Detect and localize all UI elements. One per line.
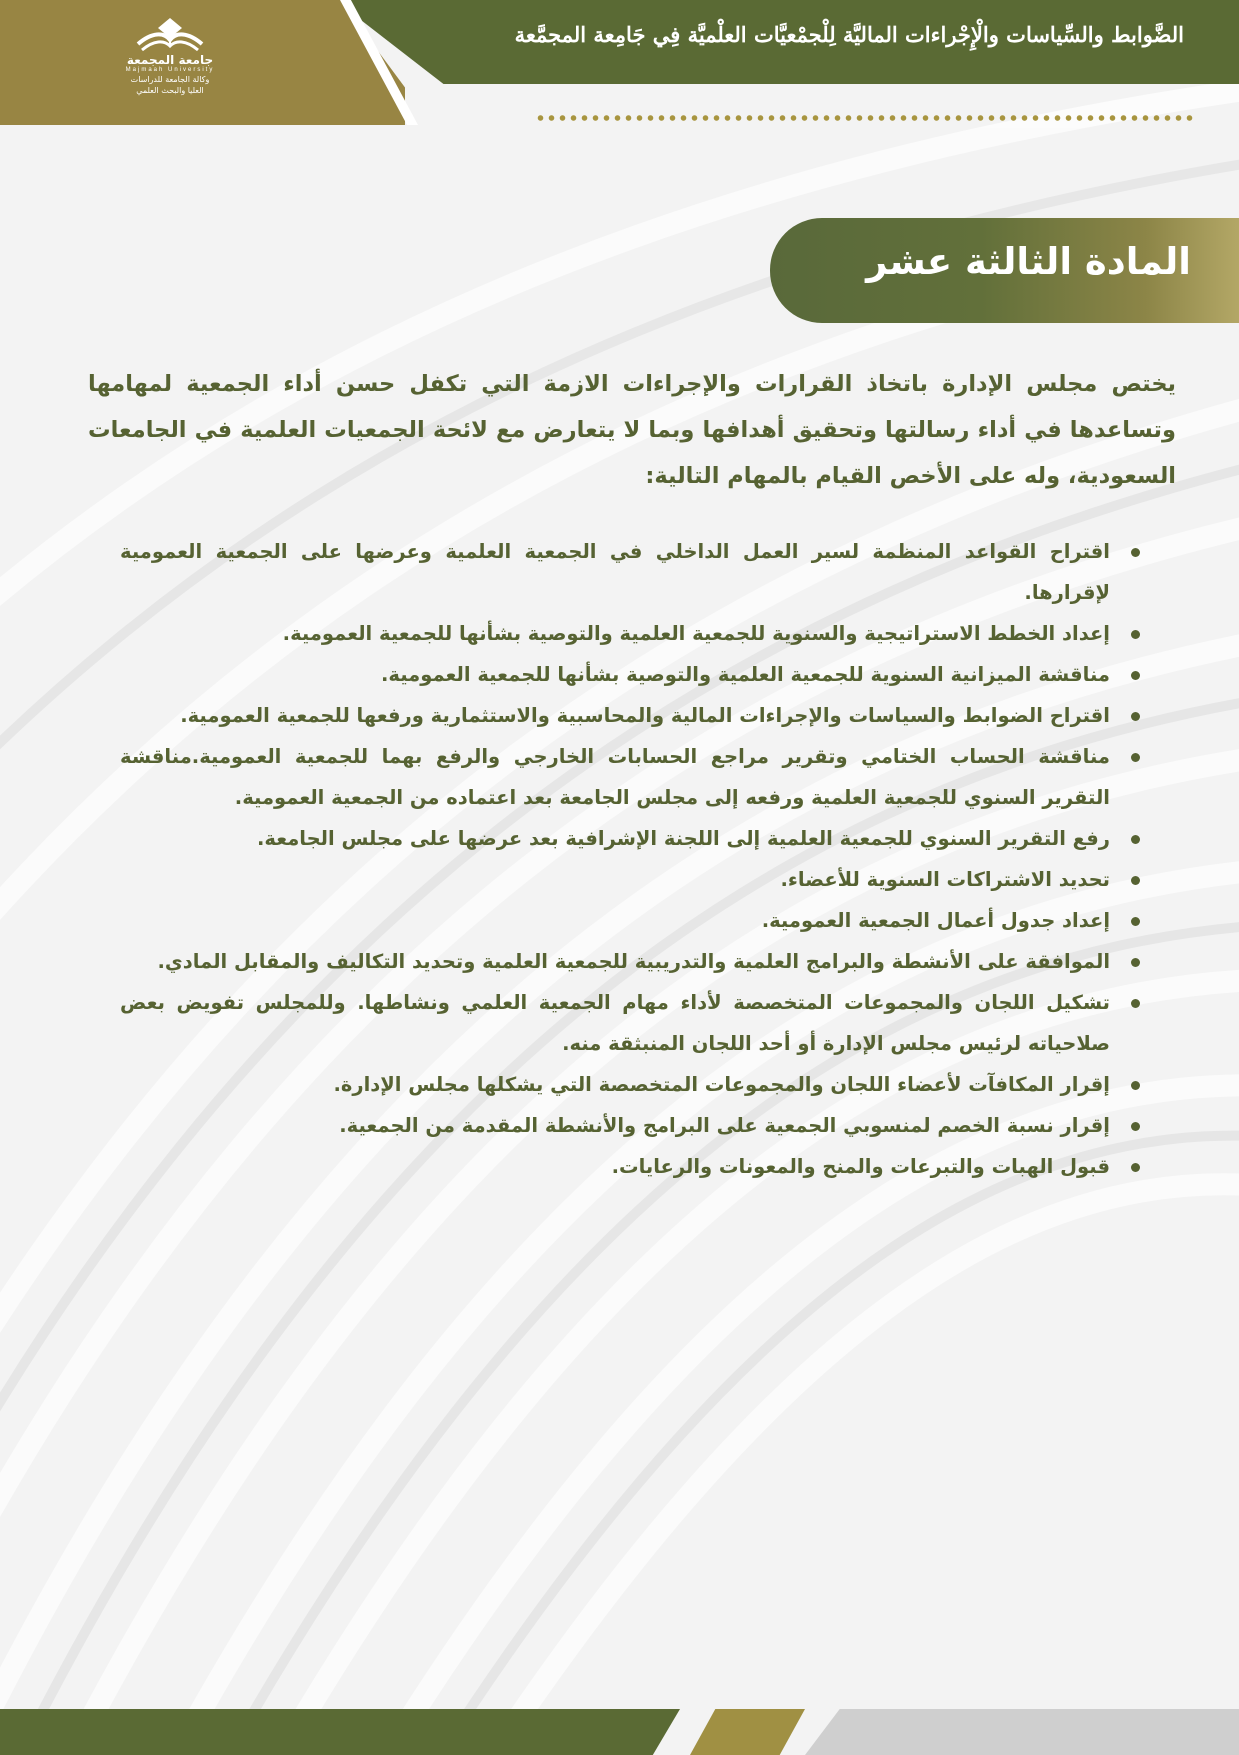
list-item-text: إعداد جدول أعمال الجمعية العمومية. [761, 909, 1110, 932]
list-item-text: إقرار المكافآت لأعضاء اللجان والمجموعات المتخصصة التي يشكلها مجلس الإدارة. [333, 1073, 1110, 1096]
intro-paragraph: يختص مجلس الإدارة باتخاذ القرارات والإجراءات الازمة التي تكفل حسن أداء الجمعية لمهامها وتساعدها في أداء رسالتها وتحقيق أهدافها وبما لا يتعارض مع لائحة الجمعيات العلمية في الجامعات السعودية، وله على الأخص القيام بالمهام التالية: [88, 371, 1176, 489]
section-banner [770, 218, 1239, 323]
bullet-icon [1131, 876, 1140, 885]
bullet-icon [1131, 671, 1140, 680]
list-item-text: مناقشة الحساب الختامي وتقرير مراجع الحسابات الخارجي والرفع بهما للجمعية العمومية.مناقشة التقرير السنوي للجمعية العلمية ورفعه إلى مجلس الجامعة بعد اعتماده من الجمعية العمومية. [120, 745, 1110, 809]
list-item-text: تحديد الاشتراكات السنوية للأعضاء. [780, 868, 1110, 891]
section-title: المادة الثالثة عشر [866, 240, 1191, 283]
list-item [120, 613, 1145, 654]
list-item [120, 1105, 1145, 1146]
bullet-icon [1131, 1081, 1140, 1090]
bullet-icon [1131, 753, 1140, 762]
header-title: الضَّوابط والسِّياسات والْإِجْراءات الماليَّة لِلْجمْعيَّات العلْميَّة فِي جَامِعة المجمَّعة [514, 22, 1184, 47]
logo-name: جامعة المجمعة [126, 53, 214, 67]
list-item-text: تشكيل اللجان والمجموعات المتخصصة لأداء مهام الجمعية العلمي ونشاطها. وللمجلس تفويض بعض صلاحياته لرئيس مجلس الإدارة أو أحد اللجان المنبثقة منه. [120, 991, 1110, 1055]
list-item [120, 1064, 1145, 1105]
bullet-icon [1131, 712, 1140, 721]
bullet-icon [1131, 548, 1140, 557]
list-item [120, 1146, 1145, 1187]
list-item-text: مناقشة الميزانية السنوية للجمعية العلمية والتوصية بشأنها للجمعية العمومية. [380, 663, 1110, 686]
logo-subtitle-line2: العليا والبحث العلمي [136, 86, 204, 95]
list-item [120, 654, 1145, 695]
header-dotted-line [535, 114, 1195, 122]
duties-list [120, 531, 1145, 1187]
list-item [120, 941, 1145, 982]
list-item-text: إعداد الخطط الاستراتيجية والسنوية للجمعية العلمية والتوصية بشأنها للجمعية العمومية. [282, 622, 1110, 645]
list-item [120, 859, 1145, 900]
footer-green-band [0, 1709, 680, 1755]
list-item-text: الموافقة على الأنشطة والبرامج العلمية والتدريبية للجمعية العلمية وتحديد التكاليف والمقابل المادي. [157, 950, 1110, 973]
logo-subtitle-line1: وكالة الجامعة للدراسات [130, 75, 210, 84]
list-item-text: قبول الهبات والتبرعات والمنح والمعونات والرعايات. [611, 1155, 1110, 1178]
bullet-icon [1131, 1122, 1140, 1131]
list-item [120, 900, 1145, 941]
list-item [120, 695, 1145, 736]
list-item [120, 982, 1145, 1064]
book-icon [130, 14, 210, 54]
footer-grey-band [805, 1709, 1239, 1755]
list-item-text: اقتراح الضوابط والسياسات والإجراءات المالية والمحاسبية والاستثمارية ورفعها للجمعية العمومية. [180, 704, 1110, 727]
logo-name-en: Majmaah University [125, 67, 215, 73]
bullet-icon [1131, 835, 1140, 844]
list-item-text: إقرار نسبة الخصم لمنسوبي الجمعية على البرامج والأنشطة المقدمة من الجمعية. [339, 1114, 1110, 1137]
list-item-text: اقتراح القواعد المنظمة لسير العمل الداخلي في الجمعية العلمية وعرضها على الجمعية العمومية لإقرارها. [120, 540, 1110, 604]
list-item-text: رفع التقرير السنوي للجمعية العلمية إلى اللجنة الإشرافية بعد عرضها على مجلس الجامعة. [256, 827, 1110, 850]
list-item [120, 736, 1145, 818]
bullet-icon [1131, 917, 1140, 926]
university-logo [110, 14, 230, 112]
list-item [120, 531, 1145, 613]
bullet-icon [1131, 999, 1140, 1008]
bullet-icon [1131, 958, 1140, 967]
bullet-icon [1131, 630, 1140, 639]
bullet-icon [1131, 1163, 1140, 1172]
list-item [120, 818, 1145, 859]
